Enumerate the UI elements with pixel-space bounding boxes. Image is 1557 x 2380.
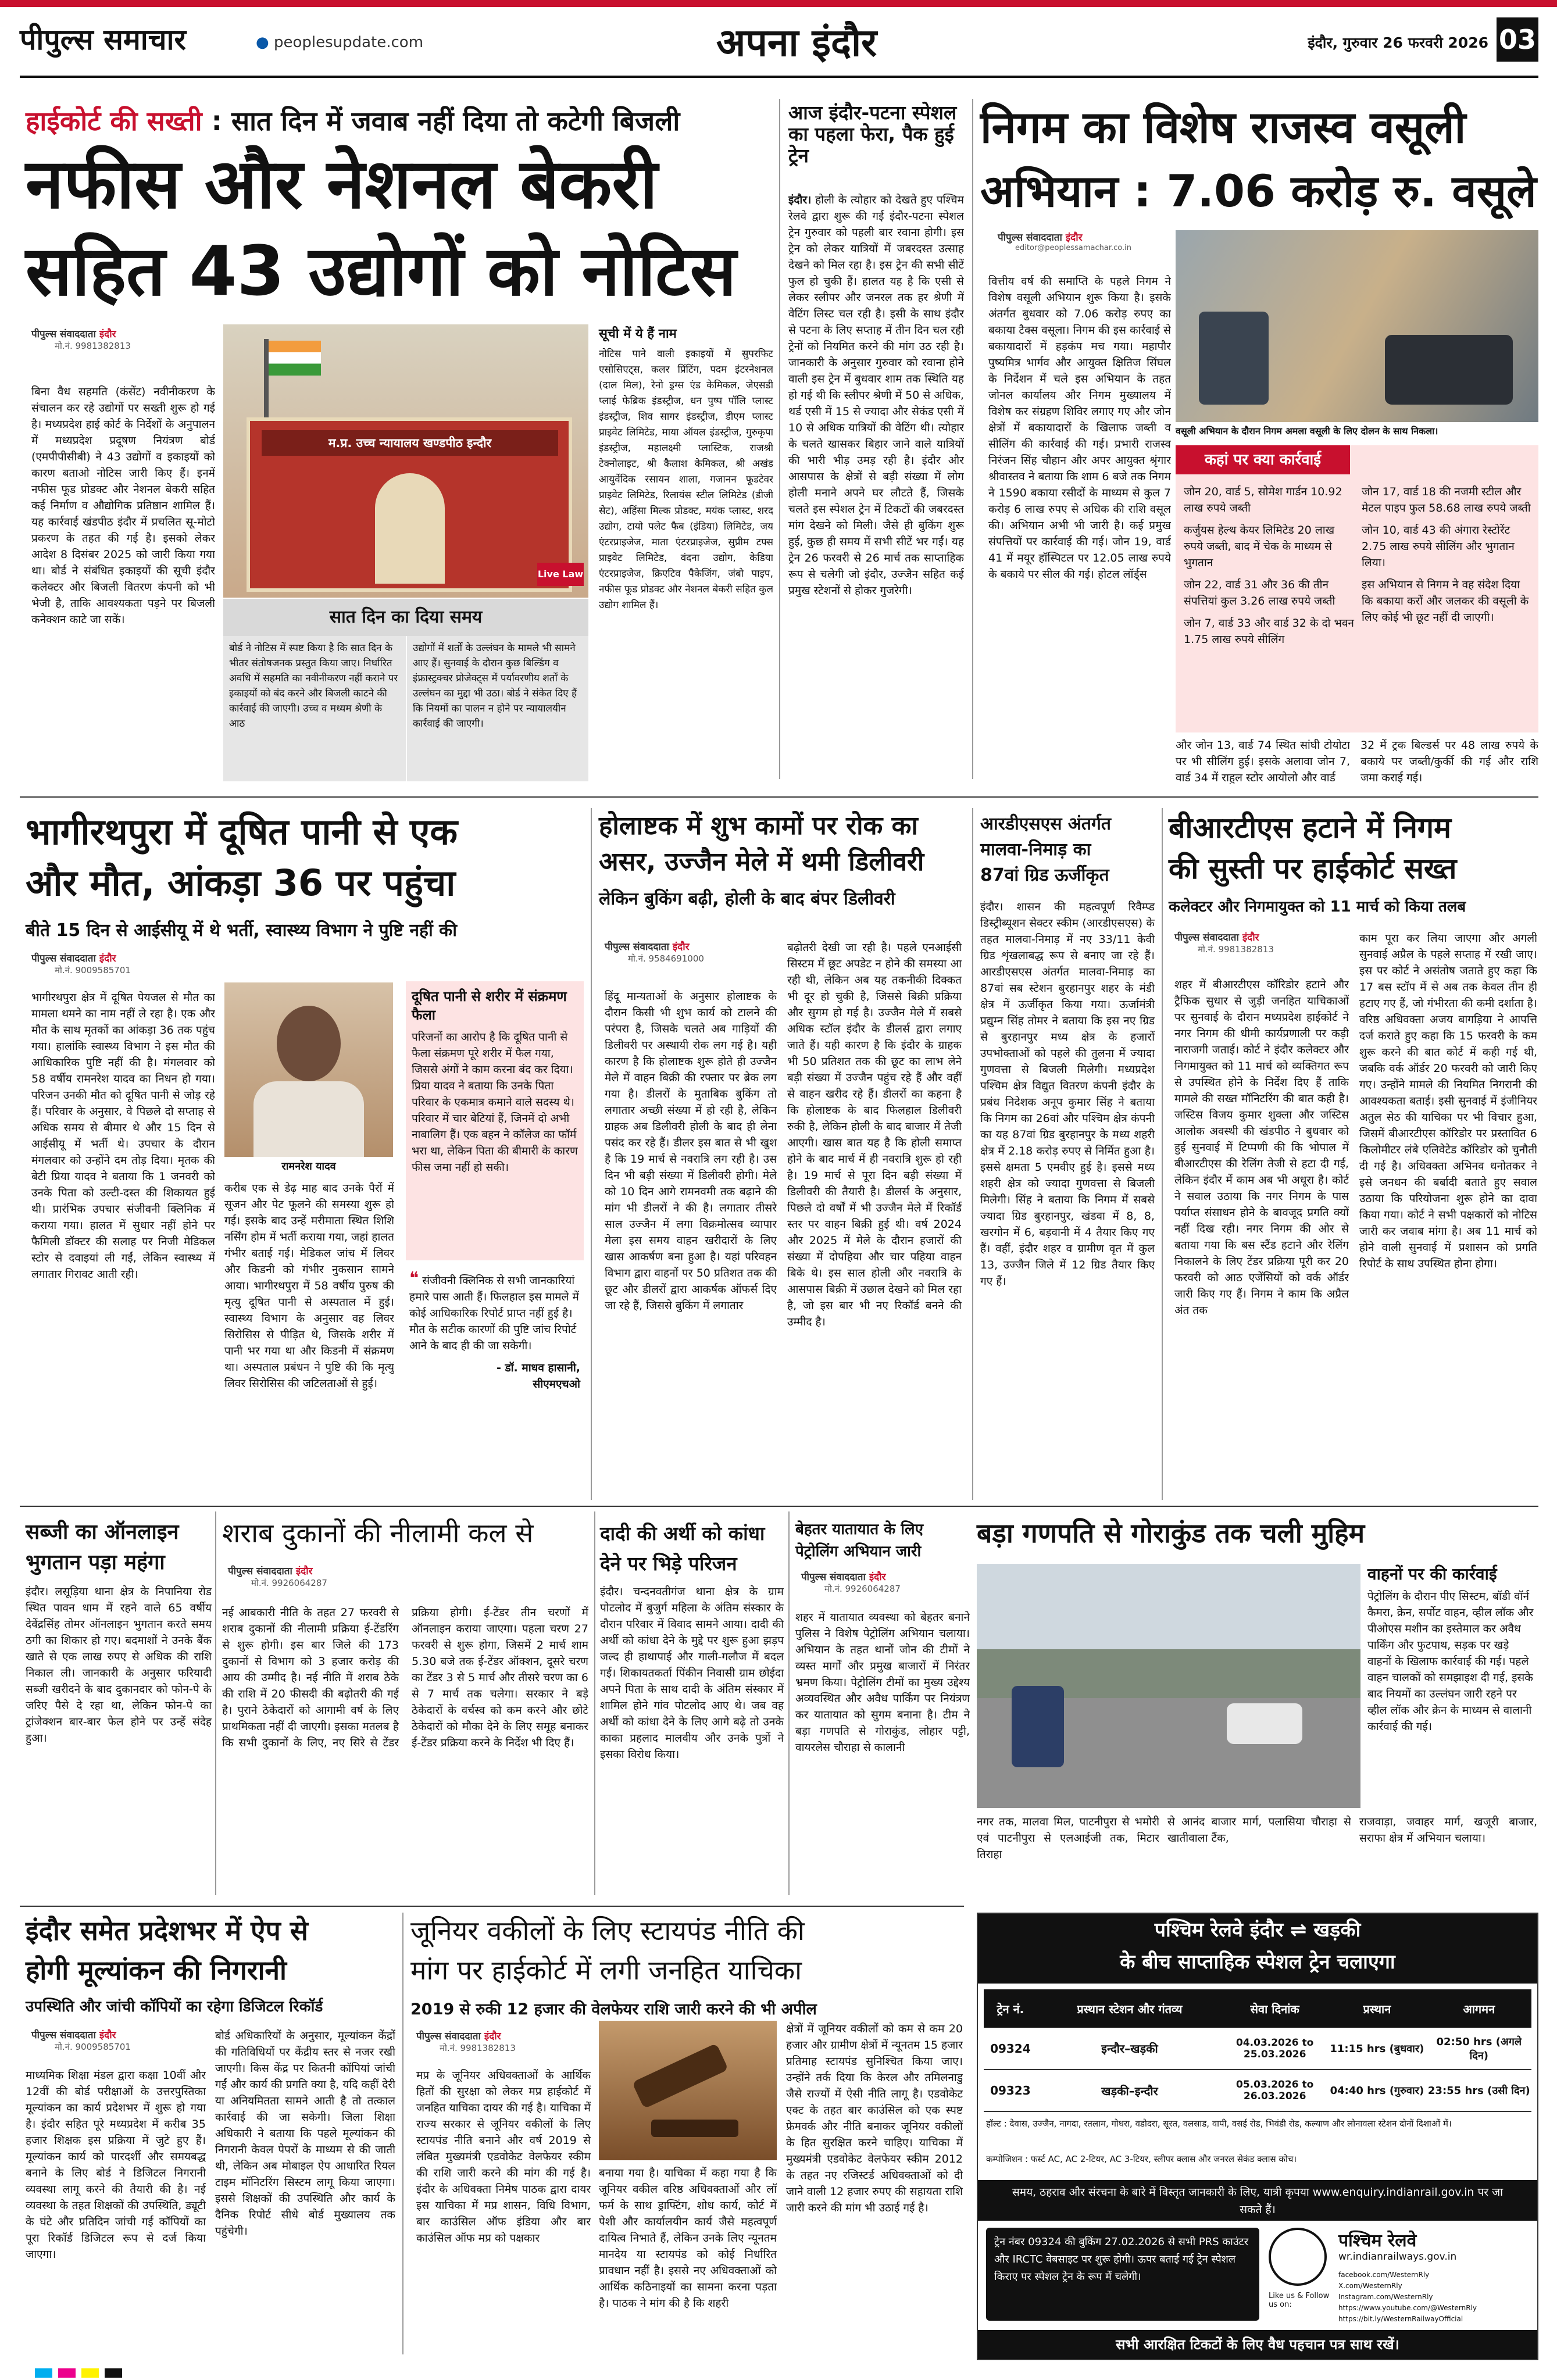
holashtak-body-1: हिंदू मान्यताओं के अनुसार होलाष्टक के दौरान किसी भी शुभ कार्य को टालने की परंपरा है, जिसके चलते अब गाड़ियों की डिलीवरी पर अस्थायी रोक लग गई है। यही कारण है कि होलाष्टक शुरू होते ही उज्जैन मेले में वाहन बिक्री की रफ्तार पर ब्रेक लग गया है। डीलरों के मुताबिक बुकिंग तो लगातार अच्छी संख्या में हो रही है, लेकिन ग्राहक अब डिलीवरी होली के बाद ही लेना पसंद कर रहे हैं। डीलर इस बात से भी खुश है कि 19 मार्च से नवरात्रि लग रही है। उस दिन भी बड़ी संख्या में डिलीवरी होगी। मेले को 10 दिन आगे रामनवमी तक बढ़ाने की मांग भी डीलरों ने की है। लगातार तीसरे साल उज्जैन में लगा विक्रमोत्सव व्यापार मेला इस समय वाहन खरीदारों के लिए खास आकर्षण बना हुआ है। यहां परिवहन विभाग द्वारा वाहनों पर 50 प्रतिशत तक की छूट और डीलरों द्वारा आकर्षक ऑफर्स दिए जा रहे हैं, जिससे बुकिंग में लगातार (605, 990, 777, 1312)
dateline: इंदौर, गुरुवार 26 फरवरी 2026 (1308, 34, 1488, 51)
ad-footer: सभी आरक्षित टिकटों के लिए वैध पहचान पत्र साथ रखें। (978, 2330, 1537, 2359)
vakil-body-2: बनाया गया है। याचिका में कहा गया है कि जूनियर वकील वरिष्ठ अधिवक्ताओं और लॉ फर्म के साथ ड्राफ्टिंग, शोध कार्य, कोर्ट में पेशी और कार्यालयीन कार्य जैसे महत्वपूर्ण दायित्व निभाते हैं, लेकिन उनके लिए न्यूनतम मानदेय या स्टायपंड को कोई निर्धारित प्रावधान नहीं है। इससे नए अधिवक्ताओं को आर्थिक कठिनाइयों का सामना करना पड़ता है। पाठक ने मांग की है कि शहरी (599, 2167, 777, 2310)
holashtak-byline: पीपुल्स संवाददाता इंदौर मो.नं. 9584691000 (605, 941, 704, 964)
bhagirath-sub: बीते 15 दिन से आईसीयू में थे भर्ती, स्वास्थ्य विभाग ने पुष्टि नहीं की (26, 920, 457, 941)
bullet-item: जोन 20, वार्ड 5, सोमेश गार्डन 10.92 लाख रुपये जब्ती (1184, 485, 1342, 514)
app-headline-2: होगी मूल्यांकन की निगरानी (26, 1954, 287, 1986)
app-headline-1: इंदौर समेत प्रदेशभर में ऐप से (26, 1915, 308, 1946)
ganpati-box: वाहनों पर की कार्रवाई पेट्रोलिंग के दौरान पीए सिस्टम, बॉडी वॉर्न कैमरा, क्रेन, सर्पोट वाहन, व्हील लॉक और पीओएस मशीन का इस्तेमाल कर अवैध पार्किंग और फुटपाथ, सड़क पर खड़े वाहनों के खिलाफ कार्रवाई की गई। पहले वाहन चालकों को समझाइश दी गई, इसके बाद नियमों का उल्लंघन जारी रहने पर व्हील लॉक और क्रेन के माध्यम से वालानी कार्रवाई की गई। (1367, 1564, 1534, 1733)
vakil-headline-1: जूनियर वकीलों के लिए स्टायपंड नीति की (410, 1915, 805, 1946)
col-header: सेवा दिनांक (1250, 2002, 1299, 2016)
vakil-sub: 2019 से रुकी 12 हजार की वेलफेयर राशि जारी करने की भी अपील (410, 2000, 817, 2018)
vakil-body-1: मप्र के जूनियर अधिवक्ताओं के आर्थिक हितों की सुरक्षा को लेकर मप्र हाईकोर्ट में जनहित याचिका दायर की गई है। याचिका में राज्य सरकार से जूनियर वकीलों के लिए स्टायपंड नीति बनाने और वर्ष 2019 से लंबित मुख्यमंत्री एडवोकेट वेलफेयर स्कीम की राशि जारी करने की मांग की गई है। इंदौर के अधिवक्ता निमेष पाठक द्वारा दायर इस याचिका में मप्र शासन, विधि विभाग, बार काउंसिल ऑफ इंडिया और बार काउंसिल ऑफ मप्र को पक्षकार (416, 2069, 591, 2245)
app-byline: पीपुल्स संवाददाता इंदौर मो.नं. 9009585701 (31, 2029, 131, 2052)
col-header: आगमन (1463, 2002, 1495, 2016)
court-building (247, 417, 572, 592)
ganpati-caption-1: नगर तक, मालवा मिल, पाटनीपुरा से भमोरी एवं पाटनीपुरा से एलआईजी तक, मिटार तिराहा (977, 1816, 1159, 1861)
ad-halt: हॉल्ट : देवास, उज्जैन, नागदा, रतलाम, गोधरा, वडोदरा, सूरत, वलसाड, वापी, वसई रोड, भिवंडी रोड, कल्याण और लोनावला स्टेशन दोनों दिशाओं में। (986, 2118, 1452, 2129)
sabji-headline: सब्जी का ऑनलाइन भुगतान पड़ा महंगा (26, 1520, 179, 1574)
lead-headline-1: नफीस और नेशनल बेकरी (26, 144, 658, 224)
brts-body-2: काम पूरा कर लिया जाएगा और अगली सुनवाई अप्रैल के पहले सप्ताह में रखी जाए। इस पर कोर्ट ने असंतोष जताते हुए कहा कि 17 बस स्टॉप में से अब तक केवल तीन ही हटाए गए हैं, जो गंभीरता की कमी दर्शाता है। वरिष्ठ अधिवक्ता अजय बागड़िया ने आपत्ति दर्ज कराते हुए कहा कि 15 फरवरी के कम शुरू करने की बात कोर्ट में कही गई थी, जबकि वर्क ऑर्डर 20 फरवरी को जारी किए गए। उन्होंने मामले की नियमित निगरानी की आवश्यकता बताई। इसी सुनवाई में इंजीनियर अतुल सेठ की याचिका पर भी विचार हुआ, जिसमें बीआरटीएस कॉरिडोर पर प्रस्तावित 6 किलोमीटर लंबे एलिवेटेड कॉरिडोर को चुनौती दी गई है। अधिवक्ता अभिनव धनोतकर ने इसे जनधन की बर्बादी बताते हुए सवाल उठाया कि परियोजना शुरू होने का दावा किया गया। कोर्ट ने सभी पक्षकारों को नोटिस जारी कर जवाब मांगा है। अब 11 मार्च को होने वाली सुनवाई में प्रशासन को प्रगति रिपोर्ट के साथ उपस्थित होना होगा। (1359, 932, 1537, 1270)
gavel-icon (632, 2043, 728, 2109)
bullet-item: जोन 22, वार्ड 31 और 36 की तीन संपत्तियां कुल 3.26 लाख रुपये जब्ती (1184, 578, 1335, 607)
traffic-photo (977, 1564, 1360, 1808)
shirt (253, 1081, 364, 1157)
face (277, 1006, 341, 1081)
cmho-quote: ❝ संजीवनी क्लिनिक से सभी जानकारियां हमारे पास आती हैं। फिलहाल इस मामले में कोई आधिकारिक रिपोर्ट प्राप्त नहीं हुई है। मौत के सटीक कारणों की पुष्टि जांच रिपोर्ट आने के बाद ही की जा सकेगी। - डॉ. माधव हासानी, सीएमएचओ (409, 1268, 580, 1391)
bitly-link[interactable]: https://bit.ly/WesternRailwayOfficial (1338, 2315, 1463, 2323)
rdss-body: इंदौर। शासन की महत्वपूर्ण रिवैम्प्ड डिस्ट्रीब्यूशन सेक्टर स्कीम (आरडीएसएस) के तहत मालवा-निमाड़ में नए 33/11 केवी ग्रिड शृंखलाबद्ध रूप से बनाए जा रहे हैं। आरडीएसएस अंतर्गत मालवा-निमाड़ का 87वां सब स्टेशन बुरहानपुर शहर के मंडी क्षेत्र में ऊर्जीकृत किया गया। ऊर्जामंत्री प्रद्युम्न सिंह तोमर ने बताया कि इस नए ग्रिड से बुरहानपुर मध्य क्षेत्र के हजारों उपभोक्ताओं को पहले की तुलना में ज्यादा गुणवत्ता से बिजली मिलेगी। मध्यप्रदेश पश्चिम क्षेत्र विद्युत वितरण कंपनी इंदौर के प्रबंध निदेशक अनूप कुमार सिंह ने बताया कि निगम का 26वां और पश्चिम क्षेत्र कंपनी का यह 87वां ग्रिड बुरहानपुर के मध्य शहरी क्षेत्र में 2.18 करोड़ रुपए से निर्मित हुआ है। इससे क्षमता 5 एमवीए हुई है। इससे मध्य शहरी क्षेत्र को ज्यादा गुणवत्ता से बिजली मिलेगी। सिंह ने बताया कि निगम में सबसे ज्यादा ग्रिड बुरहानपुर, खंडवा में 8, 8, खरगोन में 6, बड़वानी में 4 तैयार किए गए हैं। वहीं, इंदौर शहर व ग्रामीण वृत में कुल 13, उज्जैन जिले में 12 ग्रिड तैयार किए गए हैं। (980, 900, 1155, 1288)
lead-byline: पीपुल्स संवाददाता इंदौर मो.नं. 9981382813 (31, 328, 131, 351)
ad-info-band: समय, ठहराव और संरचना के बारे में विस्तृत जानकारी के लिए, यात्री कृपया www.enquiry.indianrail.gov.in पर जा सकते हैं। (978, 2180, 1537, 2221)
brts-byline: पीपुल्स संवाददाता इंदौर मो.नं. 9981382813 (1174, 932, 1274, 955)
ad-booking: ट्रेन नंबर 09324 की बुकिंग 27.02.2026 से सभी PRS काउंटर और IRCTC वेबसाइट पर शुरू होगी। ऊपर बताई गई ट्रेन स्पेशल किराए पर स्पेशल ट्रेन के रूप में चलेगी। (986, 2228, 1259, 2321)
table-row: 09324 इन्दौर–खड़की 04.03.2026 to 25.03.2026 11:15 hrs (बुधवार) 02:50 hrs (अगले दिन) (984, 2028, 1531, 2070)
bhagirath-box-body: परिजनों का आरोप है कि दूषित पानी से फैला संक्रमण पूरे शरीर में फैल गया, जिससे अंगों ने काम करना बंद कर दिया। प्रिया यादव ने बताया कि उनके पिता परिवार के एकमात्र कमाने वाले सदस्य थे। परिवार में चार बेटियां हैं, जिनमें दो अभी नाबालिग हैं। एक बहन ने कॉलेज का फॉर्म भरा था, लेकिन पिता की बीमारी के कारण फीस जमा नहीं हो सकी। (412, 1031, 578, 1174)
railway-ad (977, 1913, 1538, 2360)
lead-headline-2: सहित 43 उद्योगों को नोटिस (26, 231, 737, 311)
lead-kicker: हाईकोर्ट की सख्ती : सात दिन में जवाब नहीं दिया तो कटेगी बिजली (26, 105, 680, 137)
nigam-headline-1: निगम का विशेष राजस्व वसूली (980, 101, 1466, 153)
holashtak-body-2: बढ़ोतरी देखी जा रही है। पहले एनआईसी सिस्टम में छूट अपडेट न होने की समस्या आ रही थी, लेकिन अब यह तकनीकी दिक्कत भी दूर हो चुकी है, जिससे बिक्री प्रक्रिया और सुगम हो गई है। उज्जैन मेले में सबसे अधिक स्टॉल इंदौर के डीलर्स द्वारा लगाए जाते हैं। यही कारण है कि इंदौर के ग्राहक भी 50 प्रतिशत तक की छूट का लाभ लेने बड़ी संख्या में उज्जैन पहुंच रहे हैं और वहीं से वाहन खरीद रहे हैं। डीलरों का कहना है कि होलाष्टक के बाद फिलहाल डिलीवरी रुकी है, लेकिन होली के बाद बाजार में तेजी आएगी। खास बात यह है कि होली समाप्त होने के बाद मार्च में ही नवरात्रि शुरू हो रही है। 19 मार्च से पूरा दिन बड़ी संख्या में डिलीवरी की तैयारी है। डीलर्स के अनुसार, पिछले दो वर्षों में भी उज्जैन मेले में रिकॉर्ड स्तर पर वाहन बिक्री हुई थी। वर्ष 2024 और 2025 में मेले के दौरान हजारों की संख्या में दोपहिया और चार पहिया वाहन बिके थे। इस साल होली और नवरात्रि के आसपास बिक्री में उछाल देखने को मिल रहा है, जो इस बार भी नए रिकॉर्ड बनने की उम्मीद है। (787, 941, 962, 1328)
quote-icon: ❝ (409, 1268, 419, 1289)
paper-name: पीपुल्स समाचार (20, 23, 186, 56)
bullet-item: कर्जुयस हेल्थ केयर लिमिटेड 20 लाख रुपये जब्ती, बाद में चेक के माध्यम से भुगतान (1184, 524, 1335, 569)
gavel-photo (599, 2021, 777, 2160)
bhagirath-body-2: करीब एक से डेढ़ माह बाद उनके पैरों में सूजन और पेट फूलने की समस्या शुरू हो गई। इसके बाद उन्हें मरीमाता स्थित शिशि नर्सिंग होम में भर्ती कराया गया, जहां हालत गंभीर बताई गई। मेडिकल जांच में लिवर और किडनी को गंभीर नुकसान सामने आया। भागीरथपुरा में 58 वर्षीय पुरुष की मृत्यु दूषित पानी से अस्पताल में हुई। स्वास्थ्य विभाग के अनुसार वह लिवर सिरोसिस से पीड़ित थे, जिसके शरीर में पानी भर गया था और किडनी में संक्रमण था। अस्पताल प्रबंधन ने पुष्टि की कि मृत्यु लिवर सिरोसिस की जटिलताओं से हुई। (224, 1182, 394, 1390)
nigam-bullets-left (1184, 484, 1356, 728)
nigam-action-box (1176, 445, 1538, 732)
patrolling-byline: पीपुल्स संवाददाता इंदौर मो.नं. 9926064287 (801, 1571, 901, 1594)
facebook-link[interactable]: facebook.com/WesternRly (1338, 2271, 1430, 2279)
table-row: 09323 खड़की–इन्दौर 05.03.2026 to 26.03.2026 04:40 hrs (गुरुवार) 23:55 hrs (उसी दिन) (984, 2070, 1531, 2111)
ad-composition: कम्पोजिशन : फर्स्ट AC, AC 2-टियर, AC 3-टियर, स्लीपर क्लास और जनरल सेकंड क्लास कोच। (986, 2154, 1297, 2164)
portrait-photo (224, 982, 393, 1157)
app-sub: उपस्थिति और जांची कॉपियों का रहेगा डिजिटल रिकॉर्ड (26, 1998, 323, 2016)
brts-body-1: शहर में बीआरटीएस कॉरिडोर हटाने और ट्रैफिक सुधार से जुड़ी जनहित याचिकाओं पर सुनवाई के दौरान मध्यप्रदेश हाईकोर्ट ने नगर निगम की धीमी कार्यप्रणाली पर कड़ी नाराजगी जताई। कोर्ट ने इंदौर कलेक्टर और निगमायुक्त को 11 मार्च को व्यक्तिगत रूप से उपस्थित होने के निर्देश दिए हैं ताकि मामले की सख्त मॉनिटरिंग की बात कही है। जस्टिस विजय कुमार शुक्ला और जस्टिस आलोक अवस्थी की खंडपीठ ने बुधवार को हुई सुनवाई में टिप्पणी की कि भोपाल में बीआरटीएस की रेलिंग तेजी से हटा दी गई, लेकिन इंदौर में काम अब भी अधूरा है। कोर्ट ने सवाल उठाया कि नगर निगम के पास पर्याप्त संसाधन होने के बावजूद प्रगति क्यों नहीं दिख रही। नगर निगम की ओर से बताया गया कि बस स्टैंड हटाने और रेलिंग निकालने के लिए टेंडर प्रक्रिया पूरी कर 20 फरवरी को आठ एजेंसियों को वर्क ऑर्डर जारी किए गए हैं। निगम ने काम कि अप्रैल अंत तक (1174, 978, 1349, 1317)
section-title: अपना इंदौर (716, 20, 877, 65)
lead-box-left: बोर्ड ने नोटिस में स्पष्ट किया है कि सात दिन के भीतर संतोषजनक प्रस्तुत किया जाए। निर्धारित अवधि में सहमति का नवीनीकरण नहीं कराने पर इकाइयों को बंद करने और बिजली काटने की कार्रवाई की जाएगी। उच्च व मध्यम श्रेणी के आठ (223, 636, 406, 781)
print-color-bar (0, 2366, 1557, 2380)
bhagirath-headline-2: और मौत, आंकड़ा 36 पर पहुंचा (26, 862, 456, 904)
lead-body: बिना वैध सहमति (कंसेंट) नवीनीकरण के संचालन कर रहे उद्योगों पर सख्ती शुरू हो गई है। मध्यप्रदेश हाई कोर्ट के निर्देशों के अनुपालन में मध्यप्रदेश प्रदूषण नियंत्रण बोर्ड (एमपीपीसीबी) ने 43 उद्योगों व इकाइयों को कारण बताओ नोटिस जारी किए हैं। इनमें नफीस फूड प्रोडक्ट और नेशनल बेकरी सहित कई निर्माण व औद्योगिक प्रतिष्ठान शामिल हैं। यह कार्रवाई खंडपीठ इंदौर में प्रचलित सू-मोटो प्रकरण के तहत की गई है। इसको लेकर आदेश 8 दिसंबर 2025 को जारी किया गया था। बोर्ड ने संबंधित इकाइयों की सूची इंदौर कलेक्टर और बिजली वितरण कंपनी को भी भेजी है, ताकि आवश्यकता पड़ने पर बिजली कनेक्शन काटे जा सकें। (31, 385, 215, 626)
ad-brand: पश्चिम रेलवे (1338, 2231, 1417, 2251)
vakil-headline-2: मांग पर हाईकोर्ट में लगी जनहित याचिका (410, 1954, 802, 1986)
arthi-headline: दादी की अर्थी को कांधा देने पर भिड़े परिजन (600, 1522, 765, 1575)
nigam-bottom-2: 32 में ट्रक बिल्डर्स पर 48 लाख रुपये के बकाये पर जब्ती/कुर्की की गई और राशि जमा कराई गई। (1360, 739, 1538, 784)
patrolling-body: शहर में यातायात व्यवस्था को बेहतर बनाने पुलिस ने विशेष पेट्रोलिंग अभियान चलाया। अभियान के तहत थानों जोन की टीमों ने व्यस्त मार्गों और प्रमुख बाजारों में निरंतर भ्रमण किया। पेट्रोलिंग टीमों का मुख्य उद्देश्य अव्यवस्थित और अवैध पार्किंग पर नियंत्रण कर यातायात को सुगम बनाना है। टीम ने बड़ा गणपति से गोराकुंड, लोहार पट्टी, वायरलेस चौराहा से कालानी (795, 1611, 970, 1754)
brts-headline-2: की सुस्ती पर हाईकोर्ट सख्त (1169, 852, 1457, 885)
court-photo (223, 324, 588, 598)
sabji-body: इंदौर। लसूड़िया थाना क्षेत्र के निपानिया रोड स्थित पावन धाम में रहने वाले 65 वर्षीय देवेंद्रसिंह तोमर ऑनलाइन भुगतान करते समय ठगी का शिकार हो गए। बदमाशों ने उनके बैंक खाते से एक लाख रुपए से अधिक की राशि निकाल ली। जानकारी के अनुसार फरियादी सब्जी खरीदने के बाद दुकानदार को फोन-पे के जरिए पैसे दे रहा था, लेकिन फोन-पे का ट्रांजेक्शन बार-बार फेल होने पर उन्हें संदेह हुआ। (26, 1585, 212, 1745)
ganpati-caption-2: से आनंद बाजार मार्ग, पलासिया चौराहा से खातीवाला टैंक, (1167, 1816, 1351, 1845)
nigam-photo-caption: वसूली अभियान के दौरान निगम अमला वसूली के लिए दोलन के साथ निकला। (1176, 426, 1438, 437)
holashtak-sub: लेकिन बुकिंग बढ़ी, होली के बाद बंपर डिलीवरी (599, 889, 895, 909)
brts-sub: कलेक्टर और निगमायुक्त को 11 मार्च को किया तलब (1169, 898, 1466, 916)
nigam-headline-2: अभियान : 7.06 करोड़ रु. वसूले (980, 165, 1537, 217)
ganpati-caption-3: राजवाड़ा, जवाहर मार्ग, खजूरी बाजार, सराफा क्षेत्र में अभियान चलाया। (1359, 1816, 1537, 1845)
nigam-body: वित्तीय वर्ष की समाप्ति के पहले निगम ने विशेष वसूली अभियान शुरू किया है। इसके अंतर्गत बुधवार को 7.06 करोड़ रुपए का बकाया टैक्स वसूला। निगम की इस कार्रवाई से बकायादारों में हड़कंप मच गया। महापौर पुष्यमित्र भार्गव और आयुक्त क्षितिज सिंघल के निर्देशन में चले इस अभियान के तहत जोनल कार्यालय और निगम मुख्यालय में विशेष कर संग्रहण शिविर लगाए गए और जोन क्षेत्रों में बकायादारों के खिलाफ जब्ती व सीलिंग की कार्रवाई की गई। प्रभारी राजस्व निरंजन सिंह चौहान और अपर आयुक्त श्रृंगार श्रीवास्तव ने बताया कि शाम 6 बजे तक निगम ने 1590 बकाया रसीदों के माध्यम से कुल 7 करोड़ 6 लाख रुपए से अधिक की राशि वसूल की। अभियान अभी भी जारी है। कई प्रमुख संपत्तियों पर कार्रवाई की गई। जोन 19, वार्ड 41 में मयूर हॉस्पिटल पर 12.05 लाख रुपये के बकाये पर सील की गई। होटल लॉर्ड्स (988, 275, 1171, 581)
sharab-byline: पीपुल्स संवाददाता इंदौर मो.नं. 9926064287 (228, 1566, 327, 1588)
ad-follow: Like us & Follow us on: (1269, 2292, 1330, 2309)
nigam-bullets-right (1362, 484, 1534, 728)
globe-icon: ● (256, 34, 269, 51)
x-link[interactable]: X.com/WesternRly (1338, 2282, 1402, 2290)
vakil-byline: पीपुल्स संवाददाता इंदौर मो.नं. 9981382813 (416, 2031, 516, 2053)
patrolling-headline: बेहतर यातायात के लिए पेट्रोलिंग अभियान जारी (795, 1521, 923, 1560)
ganpati-headline: बड़ा गणपति से गोराकुंड तक चली मुहिम (977, 1517, 1365, 1549)
app-body-2: बोर्ड अधिकारियों के अनुसार, मूल्यांकन केंद्रों की गतिविधियों पर केंद्रीय स्तर से नजर रखी जाएगी। किस केंद्र पर कितनी कॉपियां जांची गईं और कार्य की प्रगति क्या है, यदि कहीं देरी या अनियमितता सामने आती है तो तत्काल कार्रवाई की जा सकेगी। जिला शिक्षा अधिकारी ने बताया कि पहले मूल्यांकन की निगरानी केवल पेपरों के माध्यम से की जाती थी, लेकिन अब मोबाइल ऐप आधारित रियल टाइम मॉनिटरिंग सिस्टम लागू किया जाएगा। इससे शिक्षकों की उपस्थिति और कार्य के दैनिक रिपोर्ट सीधे बोर्ड मुख्यालय तक पहुंचेगी। (215, 2029, 395, 2238)
bullet-item: जोन 17, वार्ड 18 की नजमी स्टील और मेटल पाइप फुल 58.68 लाख रुपये जब्ती (1362, 485, 1531, 514)
arthi-body: इंदौर। चन्दनवतीगंज थाना क्षेत्र के ग्राम पोटलोद में बुजुर्ग महिला के अंतिम संस्कार के दौरान परिवार में विवाद सामने आया। दादी की अर्थी को कांधा देने के मुद्दे पर शुरू हुआ झड़प जल्द ही हाथापाई और गाली-गलौज में बदल गई। शिकायतकर्ता पिंकीन निवासी ग्राम छोईदा अपने पिता के साथ दादी के अंतिम संस्कार में शामिल होने गांव पोटलोद आए थे। जब वह अर्थी को कांधा देने के लिए आगे बढ़े तो उनके काका प्रहलाद मालवीय और उनके पुत्रों ने इसका विरोध किया। (600, 1585, 784, 1761)
nigam-photo (1176, 230, 1538, 422)
scooter (1227, 1703, 1302, 1744)
wr-emblem-icon (1269, 2228, 1327, 2286)
nigam-byline: पीपुल्स संवाददाता इंदौर editor@peoplessamachar.co.in (998, 232, 1131, 252)
brts-headline-1: बीआरटीएस हटाने में निगम (1169, 811, 1451, 845)
flag-icon (269, 341, 321, 376)
col-header: ट्रेन नं. (997, 2002, 1024, 2016)
nigam-bottom-1: और जोन 13, वार्ड 74 स्थित सांघी टोयोटा पर भी सीलिंग हुई। इसके अलावा जोन 7, वार्ड 34 में राहुल स्टोर आयोलो और वार्ड (1176, 739, 1350, 784)
bullet-item: इस अभियान से निगम ने वह संदेश दिया कि बकाया करों और जलकर की वसूली के लिए कोई भी छूट नहीं दी जाएगी। (1362, 578, 1529, 624)
police-officer (1012, 1686, 1064, 1767)
train-body: इंदौर। होली के त्योहार को देखते हुए पश्चिम रेलवे द्वारा शुरू की गई इंदौर-पटना स्पेशल ट्रेन गुरुवार को पहली बार रवाना होगी। इस ट्रेन को लेकर यात्रियों में जबरदस्त उत्साह देखने को मिल रहा है। इस ट्रेन की सभी सीटें फुल हो चुकी हैं। हालत यह है कि एसी से लेकर स्लीपर और जनरल तक हर श्रेणी में वेटिंग लिस्ट चल रही है। इसी के साथ इंदौर से पटना के लिए सप्ताह में तीन दिन चल रही ट्रेनों को नियमित करने की मांग उठ रही है। जानकारी के अनुसार गुरुवार को रवाना होने वाली इस ट्रेन में बुधवार शाम तक स्थिति यह हो गई थी कि स्लीपर श्रेणी में 50 से अधिक, थर्ड एसी में 15 से ज्यादा और सेकंड एसी में 10 से अधिक यात्रियों की वेटिंग थी। त्योहार के चलते खासकर बिहार जाने वाले यात्रियों की भारी भीड़ उमड़ रही है। इंदौर और आसपास के क्षेत्रों से बड़ी संख्या में लोग होली मनाने अपने घर लौटते हैं, जिसके चलते इस स्पेशल ट्रेन में टिकटों की जबरदस्त मांग देखने को मिली। जैसे ही बुकिंग शुरू हुई, कुछ ही समय में सभी सीटें भर गईं। यह ट्रेन 26 फरवरी से 26 मार्च तक साप्ताहिक रूप से चलेगी जो इंदौर, उज्जैन सहित कई प्रमुख स्टेशनों से होकर गुजरेगी। (788, 194, 964, 597)
lead-photo-caption: सात दिन का दिया समय (223, 599, 588, 636)
bullet-item: जोन 7, वार्ड 33 और वार्ड 32 के दो भवन 1.75 लाख रुपये सीलिंग (1184, 617, 1354, 646)
vakil-body-3: क्षेत्रों में जूनियर वकीलों को कम से कम 20 हजार और ग्रामीण क्षेत्रों में न्यूनतम 15 हजार प्रतिमाह स्टायपंड सुनिश्चित किया जाए। उन्होंने तर्क दिया कि केरल और तमिलनाडु जैसे राज्यों में ऐसी नीति लागू है। एडवोकेट एक्ट के तहत बार काउंसिल को एक स्पष्ट फ्रेमवर्क और नीति बनाकर जूनियर वकीलों के हित सुरक्षित करने चाहिए। याचिका में मुख्यमंत्री एडवोकेट वेलफेयर स्कीम 2012 के तहत नए रजिस्टर्ड अधिवक्ताओं को दी जाने वाली 12 हजार रुपए की सहायता राशि जारी करने की मांग भी उठाई गई है। (786, 2022, 963, 2214)
instagram-link[interactable]: Instagram.com/WesternRly (1338, 2293, 1433, 2301)
sharab-body: नई आबकारी नीति के तहत 27 फरवरी से शराब दुकानों की नीलामी प्रक्रिया ई-टेंडरिंग से शुरू होगी। इस बार जिले की 173 दुकानों से विभाग को 3 हजार करोड़ की आय की उम्मीद है। नई नीति में शराब ठेके की राशि में 20 फीसदी की बढ़ोतरी की गई है। पुराने ठेकेदारों को आगामी वर्ष के लिए प्राथमिकता नहीं दी जाएगी। इसका मतलब है कि सभी दुकानों के लिए, नए सिरे से टेंडर प्रक्रिया होगी। ई-टेंडर तीन चरणों में ऑनलाइन कराया जाएगा। पहला चरण 27 फरवरी से शुरू होगा, जिसमें 2 मार्च शाम 5.30 बजे तक ई-टेंडर ऑक्शन, दूसरे चरण का टेंडर 3 से 5 मार्च और तीसरे चरण का 6 से 7 मार्च तक चलेगा। सरकार ने बड़े ठेकेदारों के वर्चस्व को कम करने और छोटे ठेकेदारों को मौका देने के लिए समूह बनाकर ई-टेंडर प्रक्रिया करने के निर्देश भी दिए हैं। (222, 1606, 588, 1749)
train-schedule-table (984, 1989, 1531, 2112)
livelaw-watermark: Live Law (537, 563, 584, 586)
court-signboard: म.प्र. उच्च न्यायालय खण्डपीठ इन्दौर (262, 430, 558, 456)
motorbikes (1385, 335, 1513, 405)
court-gate (375, 473, 445, 584)
rdss-headline: आरडीएसएस अंतर्गत मालवा-निमाड़ का 87वां ग्रिड ऊर्जीकृत (980, 814, 1111, 885)
lead-list-title: सूची में ये हैं नाम (599, 327, 677, 341)
bhagirath-body-1: भागीरथपुरा क्षेत्र में दूषित पेयजल से मौत का मामला थमने का नाम नहीं ले रहा है। एक और मौत के साथ मृतकों का आंकड़ा 36 तक पहुंच गया। हालांकि स्वास्थ्य विभाग ने इस मौत की आधिकारिक पुष्टि नहीं की है। मंगलवार को 58 वर्षीय रामनरेश यादव का निधन हो गया। परिजन उनकी मौत को दूषित पानी से जोड़ रहे हैं। परिवार के अनुसार, वे पिछले दो सप्ताह से अधिक समय से बीमार थे और 15 दिन से आईसीयू में भर्ती थे। उपचार के दौरान मंगलवार को उन्होंने दम तोड़ दिया। मृतक की बेटी प्रिया यादव ने बताया कि 1 जनवरी को उनके पिता को उल्टी-दस्त की शिकायत हुई थी। प्रारंभिक उपचार संजीवनी क्लिनिक में कराया गया। हालत में सुधार नहीं होने पर फैमिली डॉक्टर की सलाह पर निजी मेडिकल स्टोर से दवाइयां ली गईं, लेकिन स्वास्थ्य में लगातार गिरावट आती रही। (31, 991, 215, 1281)
ad-site[interactable]: wr.indianrailways.gov.in (1338, 2251, 1457, 2263)
people-group (1199, 312, 1269, 405)
sharab-headline: शराब दुकानों की नीलामी कल से (222, 1517, 534, 1549)
page-number: 03 (1497, 17, 1538, 62)
lead-list-body: नोटिस पाने वाली इकाइयों में सुपरफिट एसोसिएट्स, कलर प्रिंटिंग, पदम इंटरनेशनल (दाल मिल), रेनो ड्रग्स एंड केमिकल, जेएसडी प्लाई फेब्रिक इंडस्ट्रीज, धन पुष्प पॉलि प्लास्ट इंडस्ट्रीज, शिव सागर इंडस्ट्रीज, डीएम प्लास्ट प्राइवेट लिमिटेड, माया ऑयल इंडस्ट्रीज, गुरुकृपा इंडस्ट्रीज, महालक्ष्मी प्लास्टिक, राजश्री टेक्नोलाइट, श्री कैलाश केमिकल, श्री अखंड आयुर्वेदिक रसायन शाला, गजानन फूडटेवर प्राइवेट लिमिटेड, रिलायंस स्टील लिमिटेड (डीजी सेट), अहिंसा मिल्क प्रोडक्ट, मयंक प्लास्ट, शरद उद्योग, टायो पलेट फैब (इंडिया) लिमिटेड, जय एंटरप्राइजेज, माता एंटरप्राइजेज, सुप्रीम टफ्स प्राइवेट लिमिटेड, वंदना उद्योग, केडिया एंटरप्राइजेज, क्रिएटिव पैकेजिंग, जंबो पाइप, नफीस फूड प्रोडक्ट और नेशनल बेकरी सहित कुल उद्योग शामिल हैं। (599, 348, 773, 611)
train-headline: आज इंदौर-पटना स्पेशल का पहला फेरा, पैक हुई ट्रेन (788, 101, 957, 167)
youtube-link[interactable]: https://www.youtube.com/@WesternRly (1338, 2304, 1477, 2312)
col-header: प्रस्थान स्टेशन और गंतव्य (1077, 2002, 1183, 2016)
holashtak-headline-2: असर, उज्जैन मेले में थमी डिलीवरी (599, 847, 924, 877)
bhagirath-box-title: दूषित पानी से शरीर में संक्रमण फैला (412, 988, 567, 1023)
lead-box-right: उद्योगों में शर्तों के उल्लंघन के मामले भी सामने आए हैं। सुनवाई के दौरान कुछ बिल्डिंग व इंफ्रास्ट्रक्चर प्रोजेक्ट्स में पर्यावरणीय शर्तों के उल्लंघन का मुद्दा भी उठा। बोर्ड ने संकेत दिए हैं कि नियमों का पालन न होने पर न्यायालयीन कार्रवाई की जाएगी। (407, 636, 588, 781)
holashtak-headline-1: होलाष्टक में शुभ कामों पर रोक का (599, 811, 918, 841)
social-links (1338, 2270, 1530, 2328)
bhagirath-box (406, 981, 584, 1260)
portrait-caption: रामनरेश यादव (281, 1160, 336, 1173)
ad-title: पश्चिम रेलवे इंदौर ⇌ खड़की के बीच साप्ताहिक स्पेशल ट्रेन चलाएगा (978, 1914, 1537, 1984)
nigam-action-tag: कहां पर क्या कार्रवाई (1176, 445, 1350, 474)
bullet-item: जोन 10, वार्ड 43 की अंगारा रेस्टोरेंट 2.75 लाख रुपये सीलिंग और भुगतान लिया। (1362, 524, 1515, 569)
gavel-base (651, 2120, 738, 2137)
col-header: प्रस्थान (1363, 2002, 1391, 2016)
bhagirath-byline: पीपुल्स संवाददाता इंदौर मो.नं. 9009585701 (31, 953, 131, 975)
website-link[interactable]: ● peoplesupdate.com (256, 34, 424, 51)
bhagirath-headline-1: भागीरथपुरा में दूषित पानी से एक (26, 810, 458, 853)
app-body-1: माध्यमिक शिक्षा मंडल द्वारा कक्षा 10वीं और 12वीं की बोर्ड परीक्षाओं के उत्तरपुस्तिका मूल्यांकन का कार्य प्रदेशभर में शुरू हो गया है। इंदौर सहित पूरे मध्यप्रदेश में करीब 35 हजार शिक्षक इस प्रक्रिया में जुटे हुए हैं। मूल्यांकन कार्य को पारदर्शी और समयबद्ध बनाने के लिए बोर्ड ने डिजिटल निगरानी व्यवस्था लागू करने की तैयारी की है। नई व्यवस्था के तहत शिक्षकों की उपस्थिति, ड्यूटी के घंटे और प्रतिदिन जांची गई कॉपियों का पूरा रिकॉर्ड डिजिटल रूप से दर्ज किया जाएगा। (26, 2069, 206, 2261)
